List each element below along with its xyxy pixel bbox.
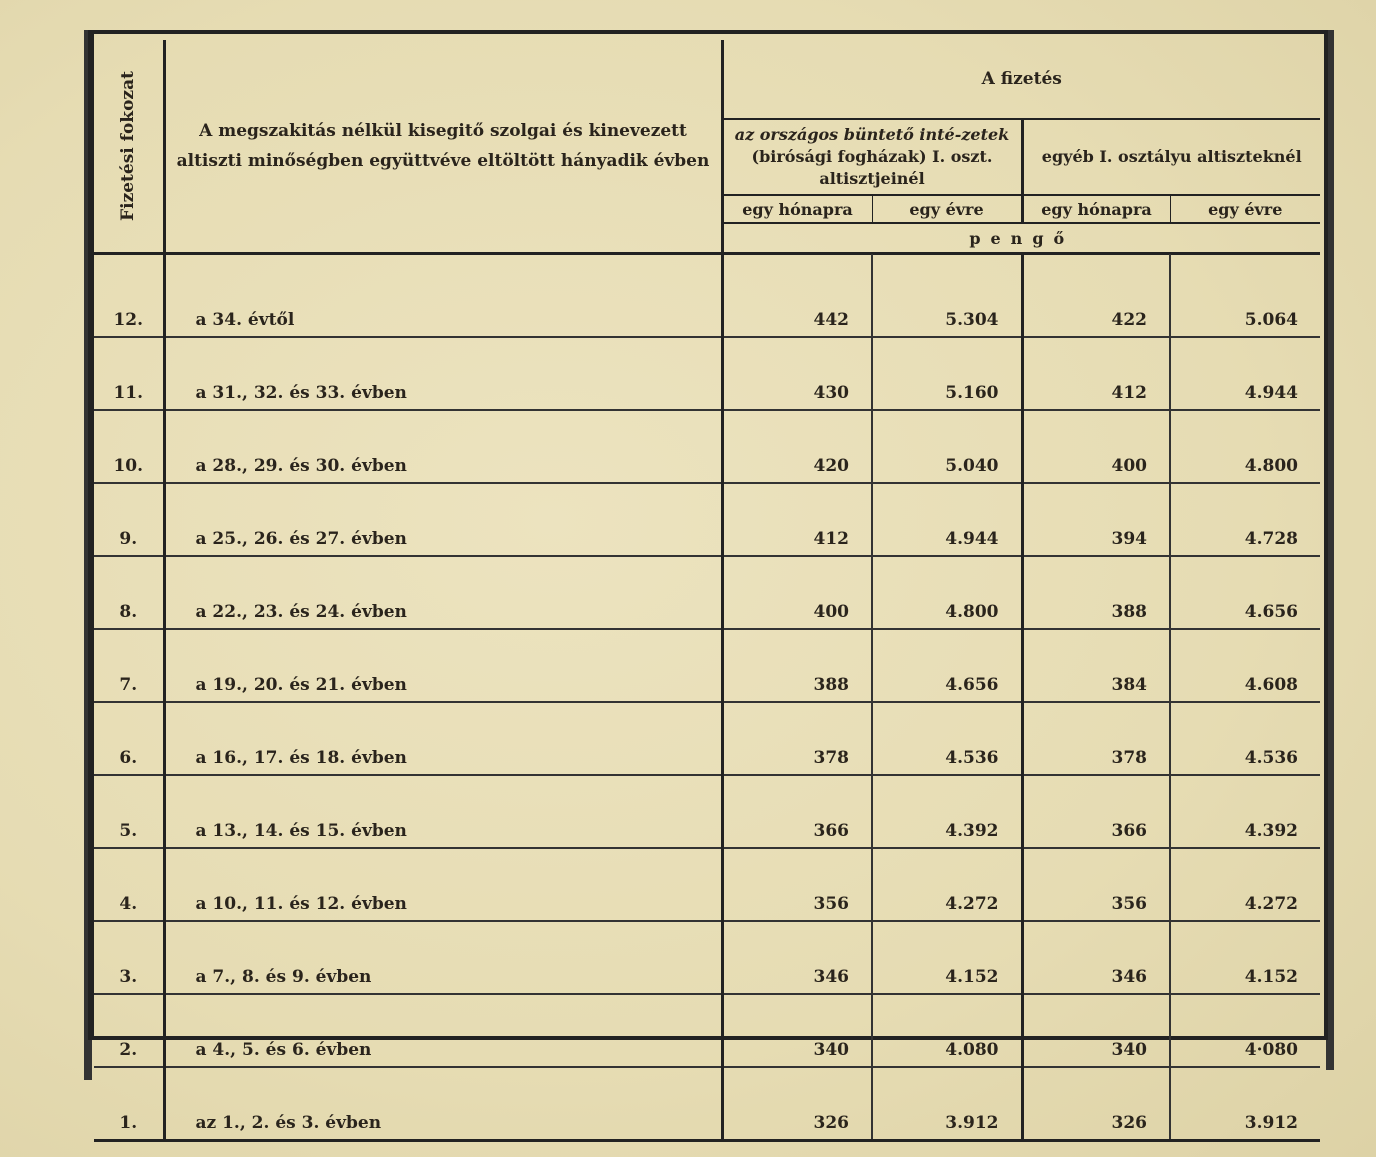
group2-monthly-cell: 356 <box>1022 848 1170 921</box>
table-row <box>94 994 1320 1067</box>
grade-cell: 12. <box>94 265 164 337</box>
group2-yearly-cell: 4.944 <box>1170 337 1320 410</box>
group2-yearly-cell: 5.064 <box>1170 265 1320 337</box>
grade-cell: 6. <box>94 702 164 775</box>
table-row <box>94 337 1320 410</box>
group1-monthly-cell: 412 <box>722 483 872 556</box>
group2-yearly-cell: 4·080 <box>1170 994 1320 1067</box>
group2-yearly-cell: 4.392 <box>1170 775 1320 848</box>
grade-cell: 5. <box>94 775 164 848</box>
group2-monthly-label: egy hónapra <box>1022 195 1170 223</box>
years-cell: a 31., 32. és 33. évben <box>164 337 722 410</box>
years-cell: a 16., 17. és 18. évben <box>164 702 722 775</box>
group2-yearly-label: egy évre <box>1170 195 1320 223</box>
group1-yearly-cell: 4.080 <box>872 994 1022 1067</box>
salary-rows <box>94 254 1320 1141</box>
group2-monthly-cell: 378 <box>1022 702 1170 775</box>
group1-monthly-cell: 326 <box>722 1067 872 1141</box>
group1-yearly-cell: 5.304 <box>872 265 1022 337</box>
group2-yearly-cell: 4.656 <box>1170 556 1320 629</box>
group2-monthly-cell: 340 <box>1022 994 1170 1067</box>
years-cell: a 19., 20. és 21. évben <box>164 629 722 702</box>
group1-yearly-cell: 5.040 <box>872 410 1022 483</box>
years-header <box>164 40 722 254</box>
table-row <box>94 483 1320 556</box>
table-row <box>94 848 1320 921</box>
group2-yearly-cell: 4.800 <box>1170 410 1320 483</box>
grade-cell: 11. <box>94 337 164 410</box>
grade-cell: 10. <box>94 410 164 483</box>
group1-yearly-cell: 5.160 <box>872 337 1022 410</box>
group2-header <box>1022 119 1320 195</box>
group1-monthly-cell: 430 <box>722 337 872 410</box>
table-row <box>94 265 1320 337</box>
years-header-text: A megszakitás nélkül kisegitő szolgai és kinevezett altiszti minőségben együttvéve eltöltött hányadik évben <box>176 121 710 171</box>
table-row <box>94 921 1320 994</box>
group1-monthly-cell: 340 <box>722 994 872 1067</box>
group2-yearly-cell: 4.152 <box>1170 921 1320 994</box>
group2-yearly-cell: 4.536 <box>1170 702 1320 775</box>
table-row <box>94 629 1320 702</box>
group1-yearly-label: egy évre <box>872 195 1022 223</box>
years-cell: a 25., 26. és 27. évben <box>164 483 722 556</box>
years-cell: a 22., 23. és 24. évben <box>164 556 722 629</box>
group1-monthly-label: egy hónapra <box>722 195 872 223</box>
group1-yearly-cell: 4.536 <box>872 702 1022 775</box>
years-cell: a 28., 29. és 30. évben <box>164 410 722 483</box>
grade-header-text: Fizetési fokozat <box>118 71 139 221</box>
spacer-row <box>94 254 1320 266</box>
group1-monthly-cell: 346 <box>722 921 872 994</box>
grade-cell: 3. <box>94 921 164 994</box>
salary-header-text: A fizetés <box>981 69 1062 89</box>
table-row <box>94 775 1320 848</box>
group2-yearly-cell: 4.608 <box>1170 629 1320 702</box>
group2-yearly-cell: 3.912 <box>1170 1067 1320 1141</box>
years-cell: a 10., 11. és 12. évben <box>164 848 722 921</box>
table-row <box>94 702 1320 775</box>
group1-monthly-cell: 366 <box>722 775 872 848</box>
grade-cell: 1. <box>94 1067 164 1141</box>
group2-monthly-cell: 326 <box>1022 1067 1170 1141</box>
group1-header-italic: az országos büntető inté-zetek <box>734 125 1010 144</box>
group2-monthly-cell: 384 <box>1022 629 1170 702</box>
salary-table <box>94 40 1320 1142</box>
grade-cell: 7. <box>94 629 164 702</box>
group2-header-text: egyéb I. osztályu altiszteknél <box>1041 147 1302 166</box>
group1-yearly-cell: 4.944 <box>872 483 1022 556</box>
years-cell: a 4., 5. és 6. évben <box>164 994 722 1067</box>
group1-yearly-cell: 4.152 <box>872 921 1022 994</box>
years-cell: az 1., 2. és 3. évben <box>164 1067 722 1141</box>
group1-monthly-cell: 420 <box>722 410 872 483</box>
group1-monthly-cell: 378 <box>722 702 872 775</box>
group2-monthly-cell: 388 <box>1022 556 1170 629</box>
group2-yearly-cell: 4.272 <box>1170 848 1320 921</box>
group1-monthly-cell: 442 <box>722 265 872 337</box>
grade-cell: 2. <box>94 994 164 1067</box>
group2-monthly-cell: 394 <box>1022 483 1170 556</box>
grade-header <box>94 40 164 254</box>
group1-header-rest: (birósági fogházak) I. oszt. altisztjeinél <box>751 147 993 188</box>
salary-header <box>722 40 1320 119</box>
group1-yearly-cell: 4.392 <box>872 775 1022 848</box>
group1-yearly-cell: 3.912 <box>872 1067 1022 1141</box>
grade-cell: 8. <box>94 556 164 629</box>
group1-monthly-cell: 356 <box>722 848 872 921</box>
group1-header <box>722 119 1022 195</box>
group2-monthly-cell: 346 <box>1022 921 1170 994</box>
group2-monthly-cell: 422 <box>1022 265 1170 337</box>
grade-cell: 4. <box>94 848 164 921</box>
currency-label: pengő <box>722 223 1320 254</box>
years-cell: a 34. évtől <box>164 265 722 337</box>
group2-monthly-cell: 366 <box>1022 775 1170 848</box>
table-row <box>94 410 1320 483</box>
group1-yearly-cell: 4.800 <box>872 556 1022 629</box>
table-row <box>94 556 1320 629</box>
group2-monthly-cell: 400 <box>1022 410 1170 483</box>
group2-monthly-cell: 412 <box>1022 337 1170 410</box>
years-cell: a 13., 14. és 15. évben <box>164 775 722 848</box>
group1-yearly-cell: 4.656 <box>872 629 1022 702</box>
years-cell: a 7., 8. és 9. évben <box>164 921 722 994</box>
group1-monthly-cell: 400 <box>722 556 872 629</box>
table-row <box>94 1067 1320 1141</box>
grade-cell: 9. <box>94 483 164 556</box>
group1-yearly-cell: 4.272 <box>872 848 1022 921</box>
group2-yearly-cell: 4.728 <box>1170 483 1320 556</box>
group1-monthly-cell: 388 <box>722 629 872 702</box>
